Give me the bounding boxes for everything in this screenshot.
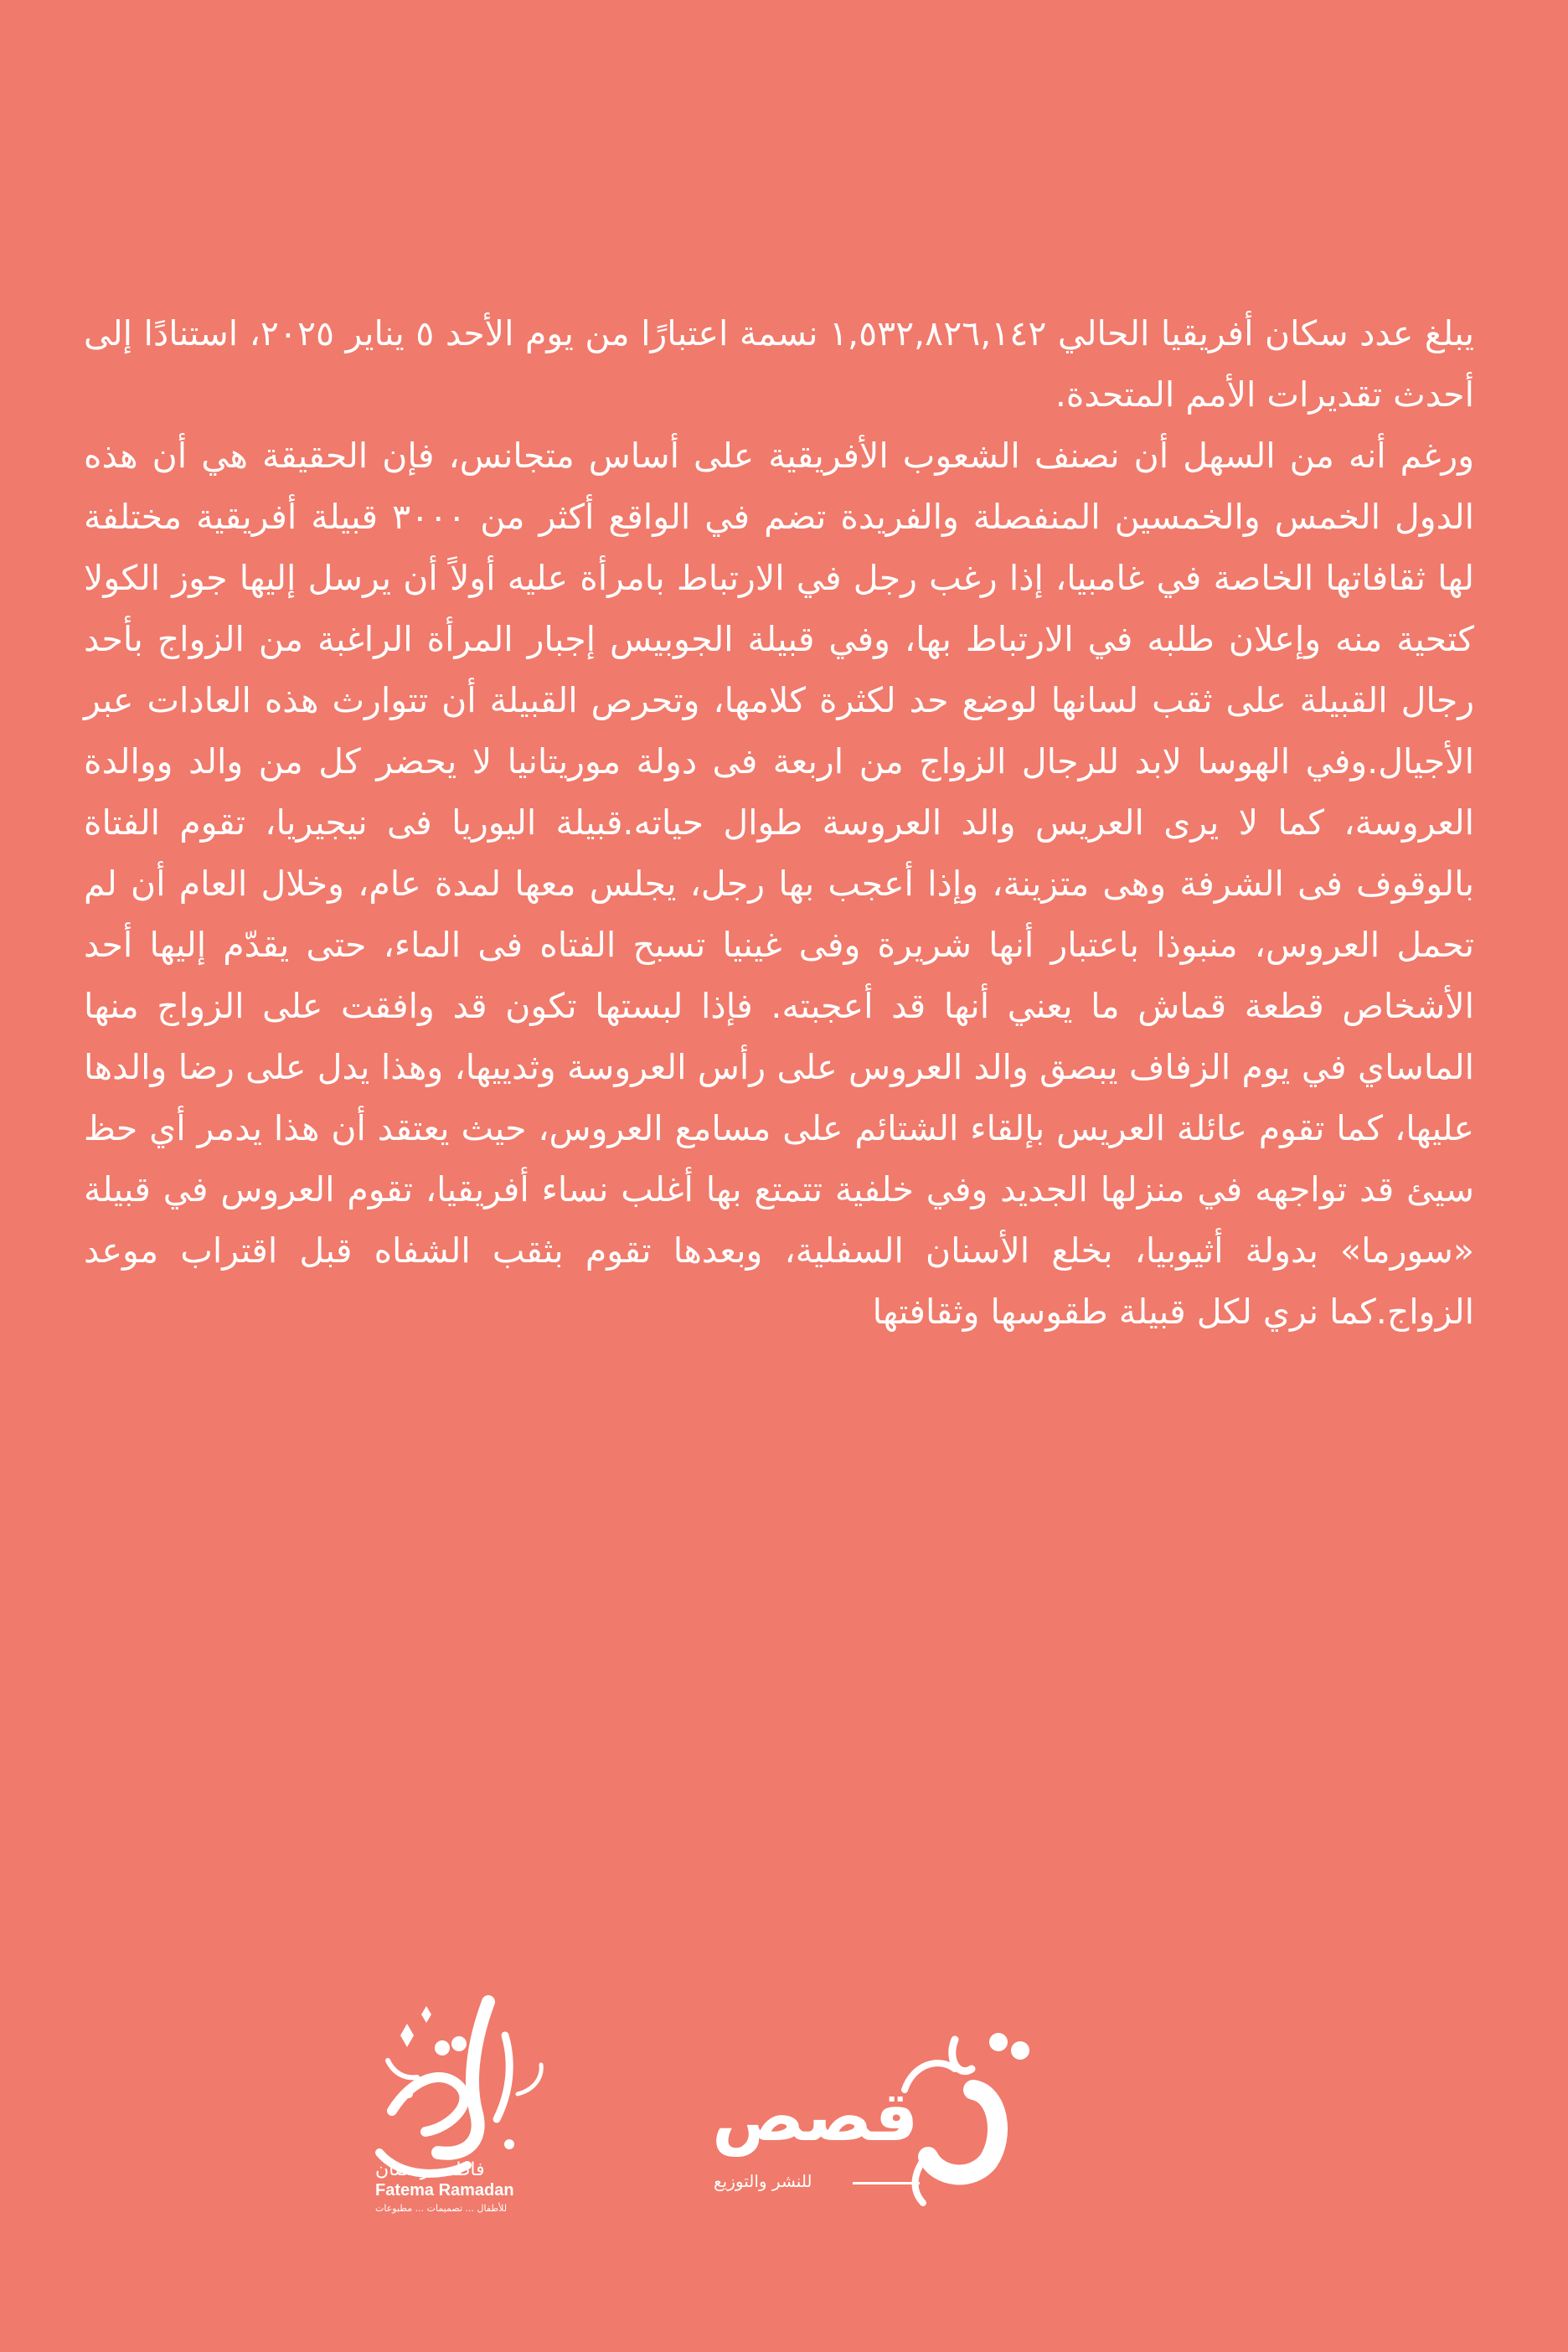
paragraph-tribes: ورغم أنه من السهل أن نصنف الشعوب الأفريقية على أساس متجانس، فإن الحقيقة هي أن هذه الدول الخمس والخمسين المنفصلة والفريدة تضم في الواقع أكثر من ٣٠٠٠ قبيلة أفريقية مختلفة لها ثقافاتها الخاصة في غامبيا، إذا رغب رجل في الارتباط بامرأة عليه أولاً أن يرسل إليها جوز الكولا كتحية منه وإعلان طلبه في الارتباط بها، وفي قبيلة الجوبيس إجبار المرأة الراغبة من الزواج بأحد رجال القبيلة على ثقب لسانها لوضع حد لكثرة كلامها، وتحرص القبيلة أن تتوارث هذه العادات عبر الأجيال.وفي الهوسا لابد للرجال الزواج من اربعة فى دولة موريتانيا لا يحضر كل من والد ووالدة العروسة، كما لا يرى العريس والد العروسة طوال حياته.قبيلة اليوريا فى نيجيريا، تقوم الفتاة بالوقوف فى الشرفة وهى متزينة، وإذا أعجب بها رجل، يجلس معها لمدة عام، وخلال العام أن لم تحمل العروس، منبوذا باعتبار أنها شريرة وفى غينيا تسبح الفتاه فى الماء، حتى يقدّم إليها أحد الأشخاص قطعة قماش ما يعني أنها قد أعجبته. فإذا لبستها تكون قد وافقت على الزواج منها الماساي في يوم الزفاف يبصق والد العروس على رأس العروسة وثدييها، وهذا يدل على رضا والدها عليها، كما تقوم عائلة العريس بإلقاء الشتائم على مسامع العروس، حيث يعتقد أن هذا يدمر أي حظ سيئ قد تواجهه في منزلها الجديد وفي خلفية تتمتع بها أغلب نساء أفريقيا، تقوم العروس في قبيلة «سورما» بدولة أثيوبيا، بخلع الأسنان السفلية، وبعدها تقوم بثقب الشفاه قبل اقتراب موعد الزواج.كما نري لكل قبيلة طقوسها وثقافتها xyxy=(84,436,1474,1332)
fatema-latin-name: Fatema Ramadan xyxy=(375,2181,514,2200)
qesas-wordmark: قصص xyxy=(712,2077,919,2157)
paragraph-population: يبلغ عدد سكان أفريقيا الحالي ١,٥٣٢,٨٢٦,١٤٢ نسمة اعتبارًا من يوم الأحد ٥ يناير ٢٠٢٥، استنادًا إلى أحدث تقديرات الأمم المتحدة. xyxy=(84,313,1474,415)
qesas-tagline: للنشر والتوزيع xyxy=(714,2171,812,2191)
fatema-ramadan-logo xyxy=(342,1985,551,2228)
fatema-tagline: للأطفال ... تصميمات ... مطبوعات xyxy=(375,2203,508,2214)
qesas-logo xyxy=(704,2010,1039,2211)
footer-logos xyxy=(0,1985,1568,2236)
qesas-underline xyxy=(853,2182,920,2184)
fatema-arabic-name: فاطمه رمضان xyxy=(375,2159,485,2180)
body-text xyxy=(84,303,1474,1343)
